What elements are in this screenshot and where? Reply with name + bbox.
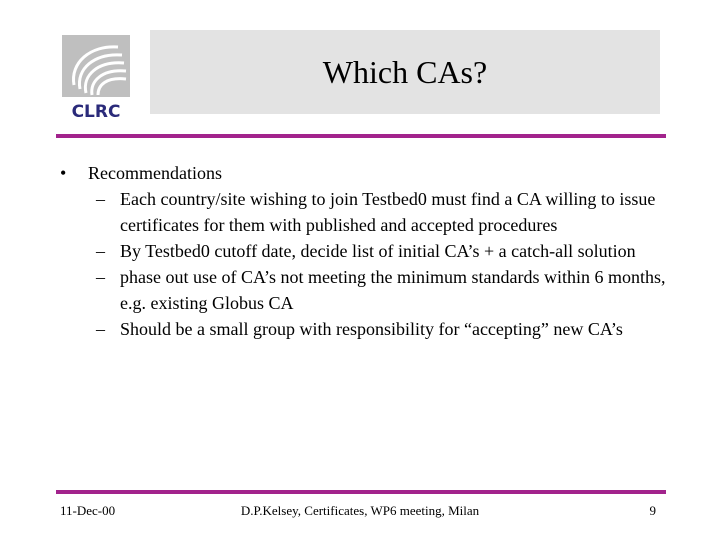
- top-divider: [56, 134, 666, 138]
- bottom-divider: [56, 490, 666, 494]
- slide-body: [58, 160, 668, 342]
- sub-bullet-item: [58, 186, 668, 238]
- sub-bullet-item: [58, 238, 668, 264]
- dash-icon: –: [96, 267, 105, 287]
- sub-bullet-text: phase out use of CA’s not meeting the minimum standards within 6 months, e.g. existing Globus CA: [120, 267, 666, 313]
- dash-icon: –: [96, 319, 105, 339]
- logo-text: CLRC: [71, 102, 121, 121]
- page-number: 9: [649, 503, 656, 518]
- sub-bullet-text: Each country/site wishing to join Testbed0 must find a CA willing to issue certificates for them with published and accepted procedures: [120, 189, 656, 235]
- slide-title: Which CAs?: [322, 54, 488, 90]
- bullet-item: [58, 160, 668, 186]
- dash-icon: –: [96, 189, 105, 209]
- sub-bullet-item: [58, 316, 668, 342]
- sub-bullet-text: Should be a small group with responsibility for “accepting” new CA’s: [120, 319, 623, 339]
- bullet-icon: •: [60, 163, 67, 183]
- sub-bullet-text: By Testbed0 cutoff date, decide list of initial CA’s + a catch-all solution: [120, 241, 636, 261]
- bullet-text: Recommendations: [88, 163, 222, 183]
- dash-icon: –: [96, 241, 105, 261]
- footer-date: 11-Dec-00: [60, 503, 116, 518]
- clrc-logo: [60, 33, 132, 121]
- sub-bullet-item: [58, 264, 668, 316]
- footer-title: D.P.Kelsey, Certificates, WP6 meeting, Milan: [240, 503, 480, 518]
